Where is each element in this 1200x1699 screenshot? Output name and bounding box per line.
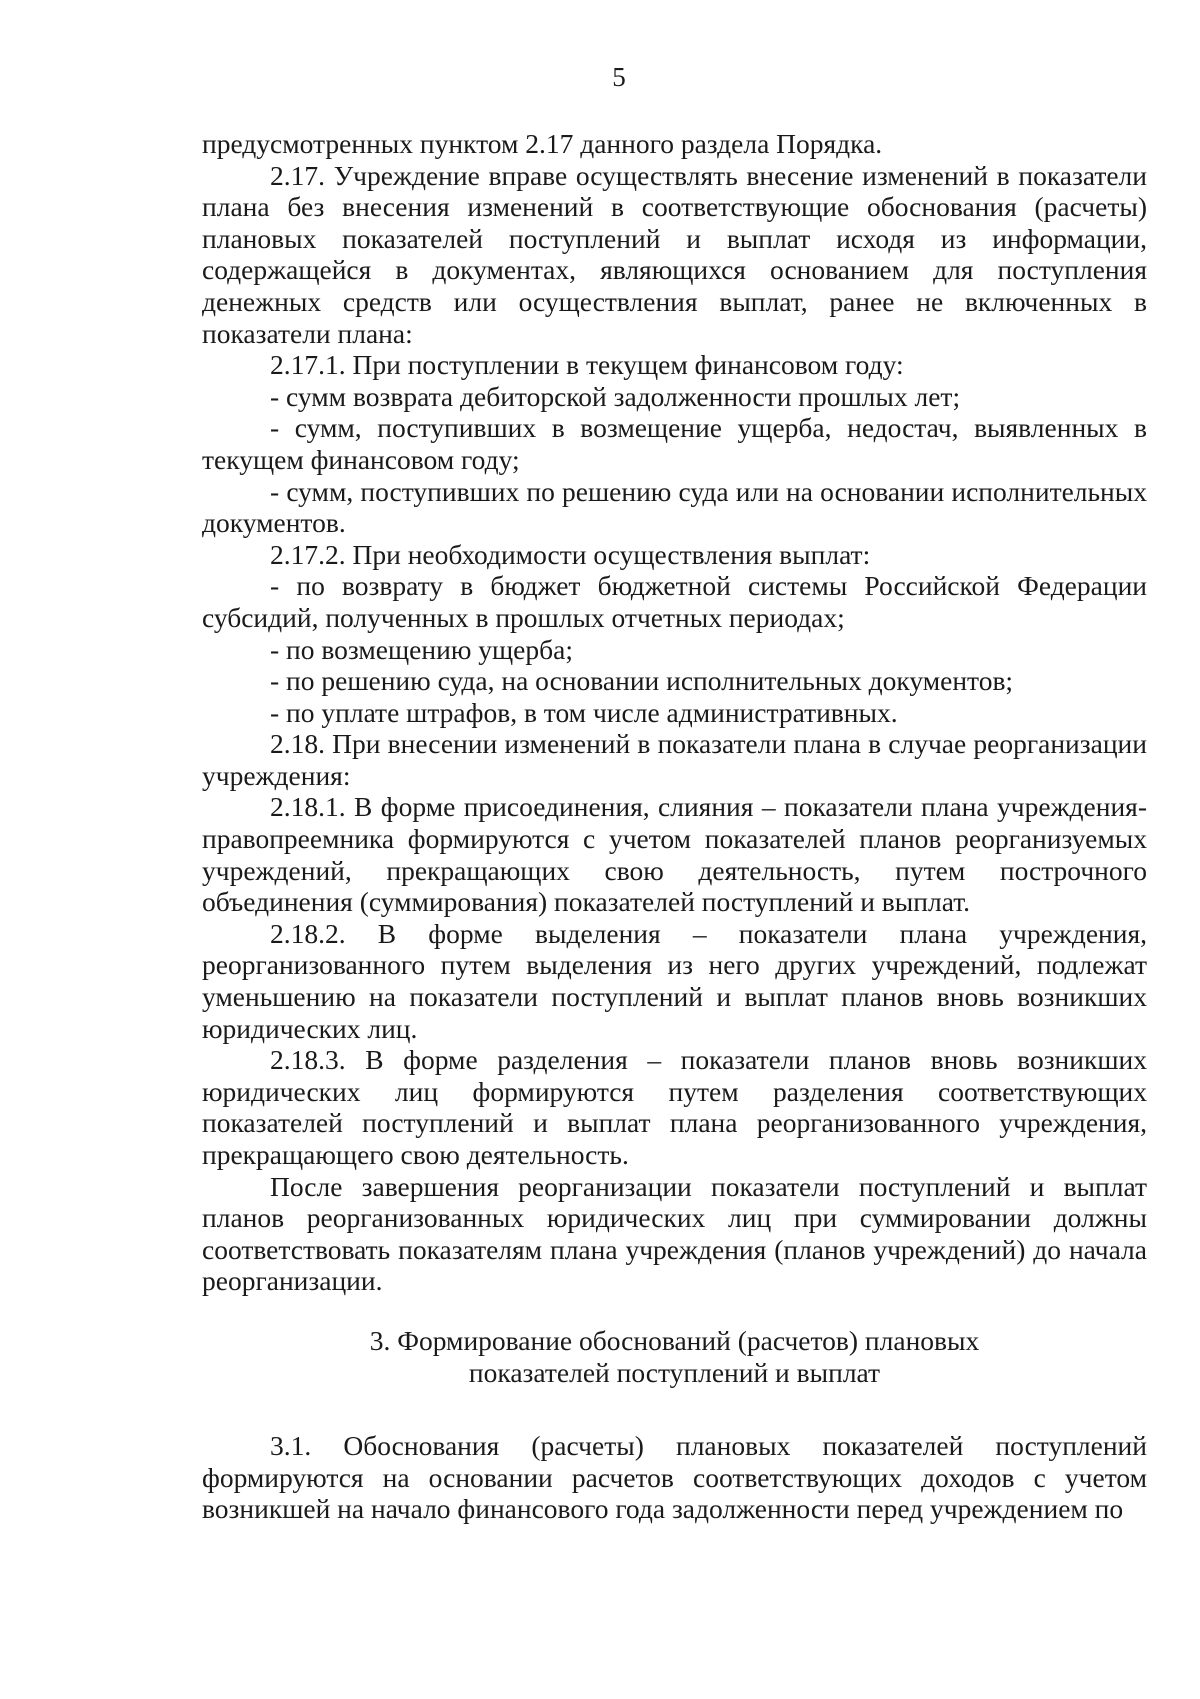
paragraph-2-17-2: 2.17.2. При необходимости осуществления выплат:: [270, 538, 871, 570]
document-body: [202, 128, 1147, 1525]
list-item: - по возврату в бюджет бюджетной системы Российской Федерации субсидий, полученных в прошлых отчетных периодах;: [202, 570, 1147, 633]
paragraph-after-reorganization: После завершения реорганизации показатели поступлений и выплат планов реорганизованных юридических лиц при суммировании должны соответствовать показателям плана учреждения (планов учреждений) до начала реорганизации.: [202, 1170, 1147, 1297]
paragraph-2-18-2: 2.18.2. В форме выделения – показатели плана учреждения, реорганизованного путем выделения из него других учреждений, подлежат уменьшению на показатели поступлений и выплат планов вновь возникших юридических лиц.: [202, 917, 1147, 1044]
list-item: - сумм, поступивших по решению суда или на основании исполнительных документов.: [202, 475, 1147, 539]
section-heading-line-1: 3. Формирование обоснований (расчетов) плановых: [369, 1324, 980, 1356]
list-item: - сумм, поступивших в возмещение ущерба, недостач, выявленных в текущем финансовом году;: [202, 412, 1147, 475]
paragraph-3-1: 3.1. Обоснования (расчеты) плановых показателей поступлений формируются на основании расчетов соответствующих доходов с учетом возникшей на начало финансового года задолженности перед учреждением по: [202, 1430, 1147, 1525]
list-item: - по решению суда, на основании исполнительных документов;: [270, 665, 1014, 697]
section-heading-line-2: показателей поступлений и выплат: [468, 1356, 881, 1388]
paragraph-2-18-1: 2.18.1. В форме присоединения, слияния – показатели плана учреждения-правопреемника формируются с учетом показателей планов реорганизуемых учреждений, прекращающих свою деятельность, путем построчного объединения (суммирования) показателей поступлений и выплат.: [202, 791, 1147, 918]
list-item: - по уплате штрафов, в том числе административных.: [270, 696, 898, 728]
paragraph-continuation: предусмотренных пунктом 2.17 данного раздела Порядка.: [202, 128, 883, 159]
list-item: - по возмещению ущерба;: [270, 633, 573, 665]
section-heading: [202, 1325, 1147, 1388]
paragraph-2-17-1: 2.17.1. При поступлении в текущем финансовом году:: [270, 349, 904, 381]
paragraph-2-17: 2.17. Учреждение вправе осуществлять внесение изменений в показатели плана без внесения изменений в соответствующие обоснования (расчеты) плановых показателей поступлений и выплат исходя из информации, содержащейся в документах, являющихся основанием для поступления денежных средств или осуществления выплат, ранее не включенных в показатели плана:: [202, 159, 1147, 349]
paragraph-2-18-3: 2.18.3. В форме разделения – показатели планов вновь возникших юридических лиц формируются путем разделения соответствующих показателей поступлений и выплат плана реорганизованного учреждения, прекращающего свою деятельность.: [202, 1044, 1147, 1170]
list-item: - сумм возврата дебиторской задолженности прошлых лет;: [270, 380, 961, 412]
paragraph-2-18: 2.18. При внесении изменений в показатели плана в случае реорганизации учреждения:: [202, 728, 1147, 791]
page-number: 5: [612, 62, 626, 92]
